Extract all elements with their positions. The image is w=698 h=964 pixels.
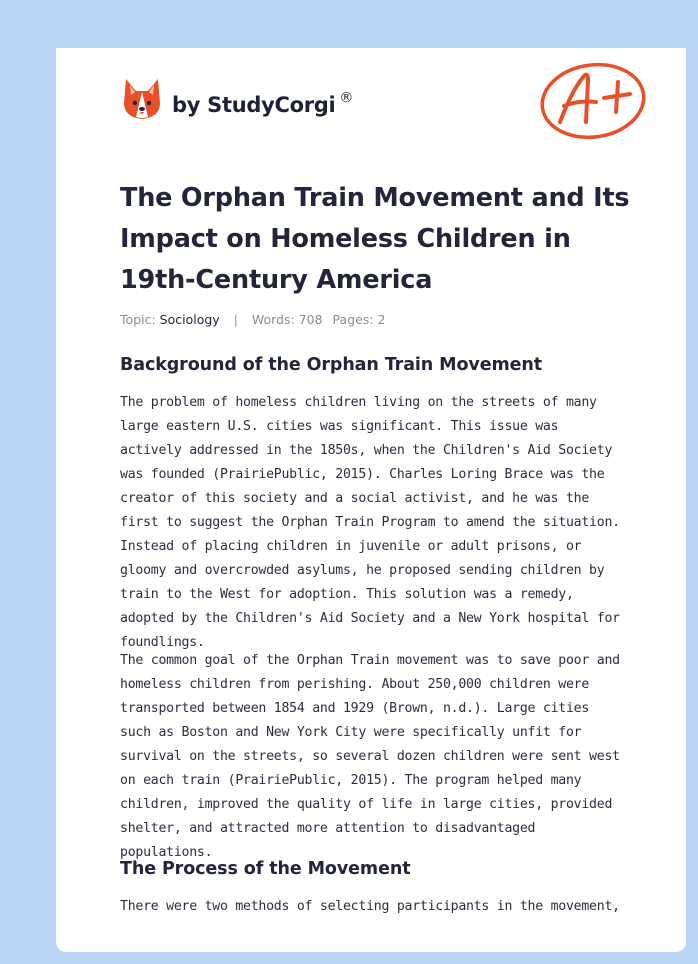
brand-name: by StudyCorgi ® xyxy=(172,90,354,117)
paragraph: The problem of homeless children living on the streets of many large eastern U.S. cities was significant. This issue was actively addressed in the 1850s, when the Children's Aid Society was founded (PrairiePublic, 2015). Charles Loring Brace was the creator of this society and a social activist, and he was the first to suggest the Orphan Train Program to amend the situation. Instead of placing children in juvenile or adult prisons, or gloomy and overcrowded asylums, he proposed sending children by train to the West for adoption. This solution was a remedy, adopted by the Children's Aid Society and a New York hospital for foundlings. xyxy=(120,395,620,650)
word-count: Words: 708 xyxy=(251,312,323,327)
registered-mark: ® xyxy=(339,90,354,106)
document-card xyxy=(56,48,686,952)
topic-link[interactable]: Sociology xyxy=(159,312,220,327)
topic-label: Topic: xyxy=(120,312,156,327)
page-title: The Orphan Train Movement and Its Impact on Homeless Children in 19th-Century America xyxy=(120,183,630,295)
page-count: Pages: 2 xyxy=(332,312,386,327)
corgi-icon xyxy=(122,77,162,121)
a-plus-grade-icon xyxy=(538,60,648,142)
section-heading: The Process of the Movement xyxy=(120,859,411,879)
section-heading: Background of the Orphan Train Movement xyxy=(120,355,542,375)
paragraph: There were two methods of selecting participants in the movement, xyxy=(120,899,620,914)
brand-logo[interactable] xyxy=(122,76,353,122)
paragraph: The common goal of the Orphan Train movement was to save poor and homeless children from perishing. About 250,000 children were transported between 1854 and 1929 (Brown, n.d.). Large cities such as Boston and New York City were specifically unfit for survival on the streets, so several dozen children were sent west on each train (PrairiePublic, 2015). The program helped many children, improved the quality of life in large cities, provided shelter, and attracted more attention to disadvantaged populations. xyxy=(120,653,620,860)
article-meta xyxy=(120,312,385,327)
meta-separator: | xyxy=(233,312,238,327)
